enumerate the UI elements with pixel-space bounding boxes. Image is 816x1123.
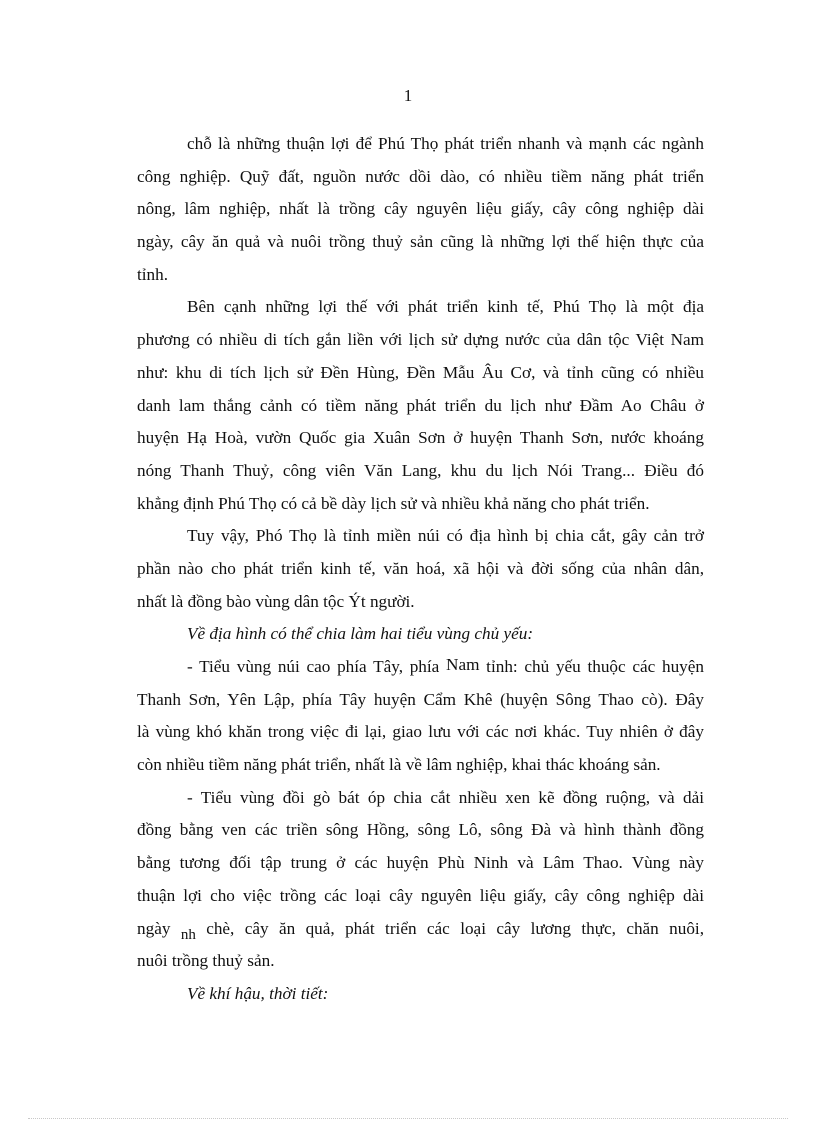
text-line: là vùng khó khăn trong việc đi lại, giao lưu với các nơi khác. Tuy nhiên ở đây xyxy=(137,722,704,742)
text-line: như: khu di tích lịch sử Đền Hùng, Đền Mẫu Âu Cơ, và tỉnh cũng có nhiều xyxy=(137,362,704,382)
text-line: còn nhiều tiềm năng phát triển, nhất là về lâm nghiệp, khai thác khoáng sản. xyxy=(137,755,661,775)
text-line: công nghiệp. Quỹ đất, nguồn nước dồi dào, có nhiều tiềm năng phát triển xyxy=(137,166,704,186)
text-segment: - Tiểu vùng núi cao phía Tây, phía xyxy=(187,657,440,676)
text-line xyxy=(137,913,704,946)
text-line: Bên cạnh những lợi thế với phát triển kinh tế, Phú Thọ là một địa xyxy=(187,297,704,317)
text-line: - Tiểu vùng đồi gò bát óp chia cắt nhiều xen kẽ đồng ruộng, và dải xyxy=(187,787,704,807)
text-line: phương có nhiều di tích gắn liền với lịch sử dựng nước của dân tộc Việt Nam xyxy=(137,330,704,350)
text-line: nhất là đồng bào vùng dân tộc Ýt người. xyxy=(137,591,415,611)
text-line: tỉnh. xyxy=(137,264,169,284)
text-segment: chè, cây ăn quả, phát triển các loại cây lương thực, chăn nuôi, xyxy=(206,918,705,938)
text-segment: ngày xyxy=(137,918,171,938)
text-line: huyện Hạ Hoà, vườn Quốc gia Xuân Sơn ở huyện Thanh Sơn, nước khoáng xyxy=(137,428,704,448)
page-number: 1 xyxy=(403,86,413,105)
document-body xyxy=(137,128,704,1011)
text-line: Thanh Sơn, Yên Lập, phía Tây huyện Cẩm Khê (huyện Sông Thao cò). Đây xyxy=(137,689,704,709)
text-line: phần nào cho phát triển kinh tế, văn hoá, xã hội và đời sống của nhân dân, xyxy=(137,558,704,578)
text-segment: Nam xyxy=(446,655,480,674)
text-line: bằng tương đối tập trung ở các huyện Phù Ninh và Lâm Thao. Vùng này xyxy=(137,853,704,873)
text-line: thuận lợi cho việc trồng các loại cây nguyên liệu giấy, cây công nghiệp dài xyxy=(137,885,704,905)
text-segment: nh xyxy=(180,926,196,943)
text-segment: tỉnh: chủ yếu thuộc các huyện xyxy=(486,657,704,676)
text-line: nông, lâm nghiệp, nhất là trồng cây nguyên liệu giấy, cây công nghiệp dài xyxy=(137,199,704,219)
text-line: nuôi trồng thuỷ sản. xyxy=(137,951,275,971)
section-heading: Về khí hậu, thời tiết: xyxy=(187,983,329,1003)
text-line xyxy=(137,651,704,684)
text-line: chỗ là những thuận lợi để Phú Thọ phát triển nhanh và mạnh các ngành xyxy=(187,134,704,153)
page-bottom-divider xyxy=(28,1118,788,1119)
text-line: danh lam thắng cảnh có tiềm năng phát triển du lịch như Đầm Ao Châu ở xyxy=(137,395,704,415)
text-line: khẳng định Phú Thọ có cả bề dày lịch sử và nhiều khả năng cho phát triển. xyxy=(137,493,650,513)
text-line: ngày, cây ăn quả và nuôi trồng thuỷ sản cũng là những lợi thế hiện thực của xyxy=(137,232,704,252)
section-heading: Về địa hình có thể chia làm hai tiểu vùng chủ yếu: xyxy=(187,624,534,644)
text-line: Tuy vậy, Phó Thọ là tỉnh miền núi có địa hình bị chia cắt, gây cản trở xyxy=(187,526,704,546)
text-line: đồng bằng ven các triền sông Hồng, sông Lô, sông Đà và hình thành đồng xyxy=(137,820,704,840)
text-line: nóng Thanh Thuỷ, công viên Văn Lang, khu du lịch Nói Trang... Điều đó xyxy=(137,460,704,480)
